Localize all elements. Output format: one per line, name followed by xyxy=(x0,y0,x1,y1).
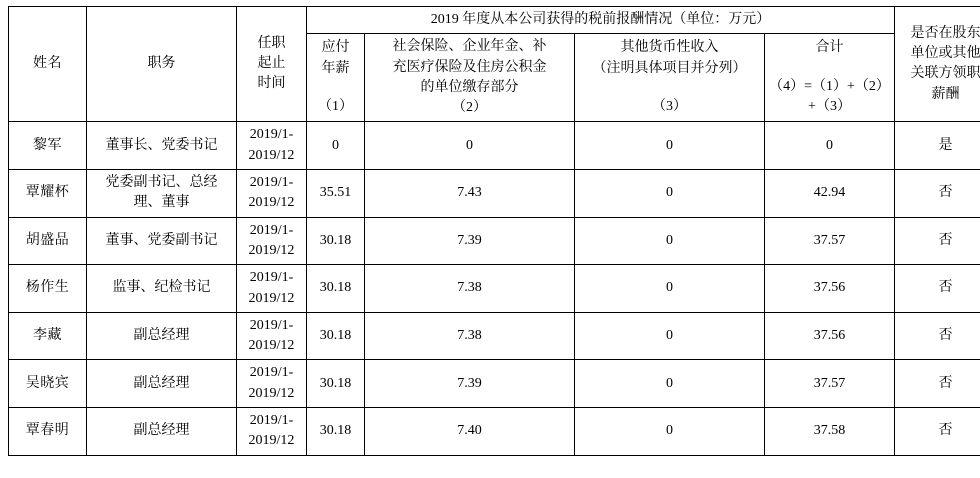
header-other-spacer xyxy=(579,79,760,97)
header-total-line2: （4）=（1）+（2） xyxy=(769,77,890,97)
cell-period xyxy=(237,312,307,360)
table-row xyxy=(9,170,980,218)
table-row xyxy=(9,312,980,360)
header-title: 职务 xyxy=(87,7,237,122)
cell-period-line2: 2019/12 xyxy=(241,431,302,451)
header-insurance-line3: 的单位缴存部分 xyxy=(369,78,570,98)
cell-period-line2: 2019/12 xyxy=(241,241,302,261)
cell-related-party: 否 xyxy=(895,170,980,218)
cell-name: 黎军 xyxy=(9,122,87,170)
cell-salary: 35.51 xyxy=(307,170,365,218)
table-body xyxy=(9,122,980,455)
cell-related-party: 否 xyxy=(895,360,980,408)
cell-name: 李藏 xyxy=(9,312,87,360)
header-other-line2: （注明具体项目并分列） xyxy=(579,59,760,79)
header-period-line2: 起止 xyxy=(241,54,302,74)
cell-title: 监事、纪检书记 xyxy=(87,265,237,313)
header-insurance-line4: （2） xyxy=(369,98,570,118)
header-other-income xyxy=(575,34,765,122)
cell-name: 吴晓宾 xyxy=(9,360,87,408)
cell-title-line2: 理、董事 xyxy=(91,193,232,213)
cell-salary: 30.18 xyxy=(307,408,365,456)
cell-total: 37.56 xyxy=(765,265,895,313)
table-row xyxy=(9,408,980,456)
cell-period xyxy=(237,217,307,265)
cell-period xyxy=(237,170,307,218)
cell-other-income: 0 xyxy=(575,360,765,408)
cell-total: 42.94 xyxy=(765,170,895,218)
cell-period xyxy=(237,408,307,456)
header-salary-spacer xyxy=(311,79,360,97)
cell-name: 胡盛品 xyxy=(9,217,87,265)
cell-insurance: 7.39 xyxy=(365,360,575,408)
header-name: 姓名 xyxy=(9,7,87,122)
header-related-line1: 是否在股东 xyxy=(899,24,980,44)
header-related-line2: 单位或其他 xyxy=(899,44,980,64)
header-period xyxy=(237,7,307,122)
cell-title: 董事、党委副书记 xyxy=(87,217,237,265)
header-annual-salary xyxy=(307,34,365,122)
cell-total: 0 xyxy=(765,122,895,170)
cell-other-income: 0 xyxy=(575,312,765,360)
cell-salary: 30.18 xyxy=(307,217,365,265)
cell-title xyxy=(87,170,237,218)
cell-period-line1: 2019/1- xyxy=(241,268,302,288)
table-header xyxy=(9,7,980,122)
cell-period-line2: 2019/12 xyxy=(241,289,302,309)
cell-related-party: 否 xyxy=(895,312,980,360)
header-period-line1: 任职 xyxy=(241,34,302,54)
header-insurance xyxy=(365,34,575,122)
cell-title: 副总经理 xyxy=(87,360,237,408)
header-group-pretax-pay: 2019 年度从本公司获得的税前报酬情况（单位：万元） xyxy=(307,7,895,34)
cell-period xyxy=(237,360,307,408)
cell-insurance: 7.38 xyxy=(365,312,575,360)
cell-salary: 30.18 xyxy=(307,265,365,313)
cell-related-party: 是 xyxy=(895,122,980,170)
header-other-line1: 其他货币性收入 xyxy=(579,38,760,58)
cell-period-line1: 2019/1- xyxy=(241,363,302,383)
cell-period-line2: 2019/12 xyxy=(241,193,302,213)
cell-title: 董事长、党委书记 xyxy=(87,122,237,170)
cell-other-income: 0 xyxy=(575,217,765,265)
document-page xyxy=(0,6,980,478)
header-row-top xyxy=(9,7,980,34)
cell-total: 37.57 xyxy=(765,360,895,408)
cell-period-line1: 2019/1- xyxy=(241,316,302,336)
header-total-line1: 合计 xyxy=(769,38,890,58)
cell-insurance: 7.39 xyxy=(365,217,575,265)
cell-name: 覃耀杯 xyxy=(9,170,87,218)
cell-other-income: 0 xyxy=(575,265,765,313)
cell-other-income: 0 xyxy=(575,170,765,218)
cell-related-party: 否 xyxy=(895,408,980,456)
table-row xyxy=(9,265,980,313)
header-salary-line2: 年薪 xyxy=(311,59,360,79)
cell-period-line2: 2019/12 xyxy=(241,336,302,356)
header-other-line3: （3） xyxy=(579,97,760,117)
cell-insurance: 0 xyxy=(365,122,575,170)
cell-salary: 30.18 xyxy=(307,312,365,360)
header-related-party xyxy=(895,7,980,122)
cell-title: 副总经理 xyxy=(87,408,237,456)
table-row xyxy=(9,360,980,408)
cell-period xyxy=(237,122,307,170)
cell-title-line1: 党委副书记、总经 xyxy=(91,173,232,193)
cell-related-party: 否 xyxy=(895,217,980,265)
header-period-line3: 时间 xyxy=(241,74,302,94)
cell-total: 37.57 xyxy=(765,217,895,265)
cell-other-income: 0 xyxy=(575,122,765,170)
cell-title: 副总经理 xyxy=(87,312,237,360)
header-insurance-line2: 充医疗保险及住房公积金 xyxy=(369,58,570,78)
cell-total: 37.56 xyxy=(765,312,895,360)
cell-period-line1: 2019/1- xyxy=(241,125,302,145)
cell-salary: 30.18 xyxy=(307,360,365,408)
cell-period-line2: 2019/12 xyxy=(241,384,302,404)
header-insurance-line1: 社会保险、企业年金、补 xyxy=(369,37,570,57)
header-total-spacer xyxy=(769,59,890,77)
cell-salary: 0 xyxy=(307,122,365,170)
header-salary-line3: （1） xyxy=(311,97,360,117)
cell-period-line1: 2019/1- xyxy=(241,221,302,241)
header-total xyxy=(765,34,895,122)
cell-insurance: 7.43 xyxy=(365,170,575,218)
cell-period-line1: 2019/1- xyxy=(241,411,302,431)
table-row xyxy=(9,122,980,170)
cell-insurance: 7.38 xyxy=(365,265,575,313)
cell-other-income: 0 xyxy=(575,408,765,456)
header-total-line3: +（3） xyxy=(769,97,890,117)
header-salary-line1: 应付 xyxy=(311,38,360,58)
header-related-line4: 薪酬 xyxy=(899,85,980,105)
cell-period-line1: 2019/1- xyxy=(241,173,302,193)
cell-name: 覃春明 xyxy=(9,408,87,456)
header-related-line3: 关联方领职 xyxy=(899,64,980,84)
cell-period-line2: 2019/12 xyxy=(241,146,302,166)
cell-name: 杨作生 xyxy=(9,265,87,313)
table-row xyxy=(9,217,980,265)
cell-period xyxy=(237,265,307,313)
cell-related-party: 否 xyxy=(895,265,980,313)
cell-insurance: 7.40 xyxy=(365,408,575,456)
cell-total: 37.58 xyxy=(765,408,895,456)
compensation-table xyxy=(8,6,980,456)
